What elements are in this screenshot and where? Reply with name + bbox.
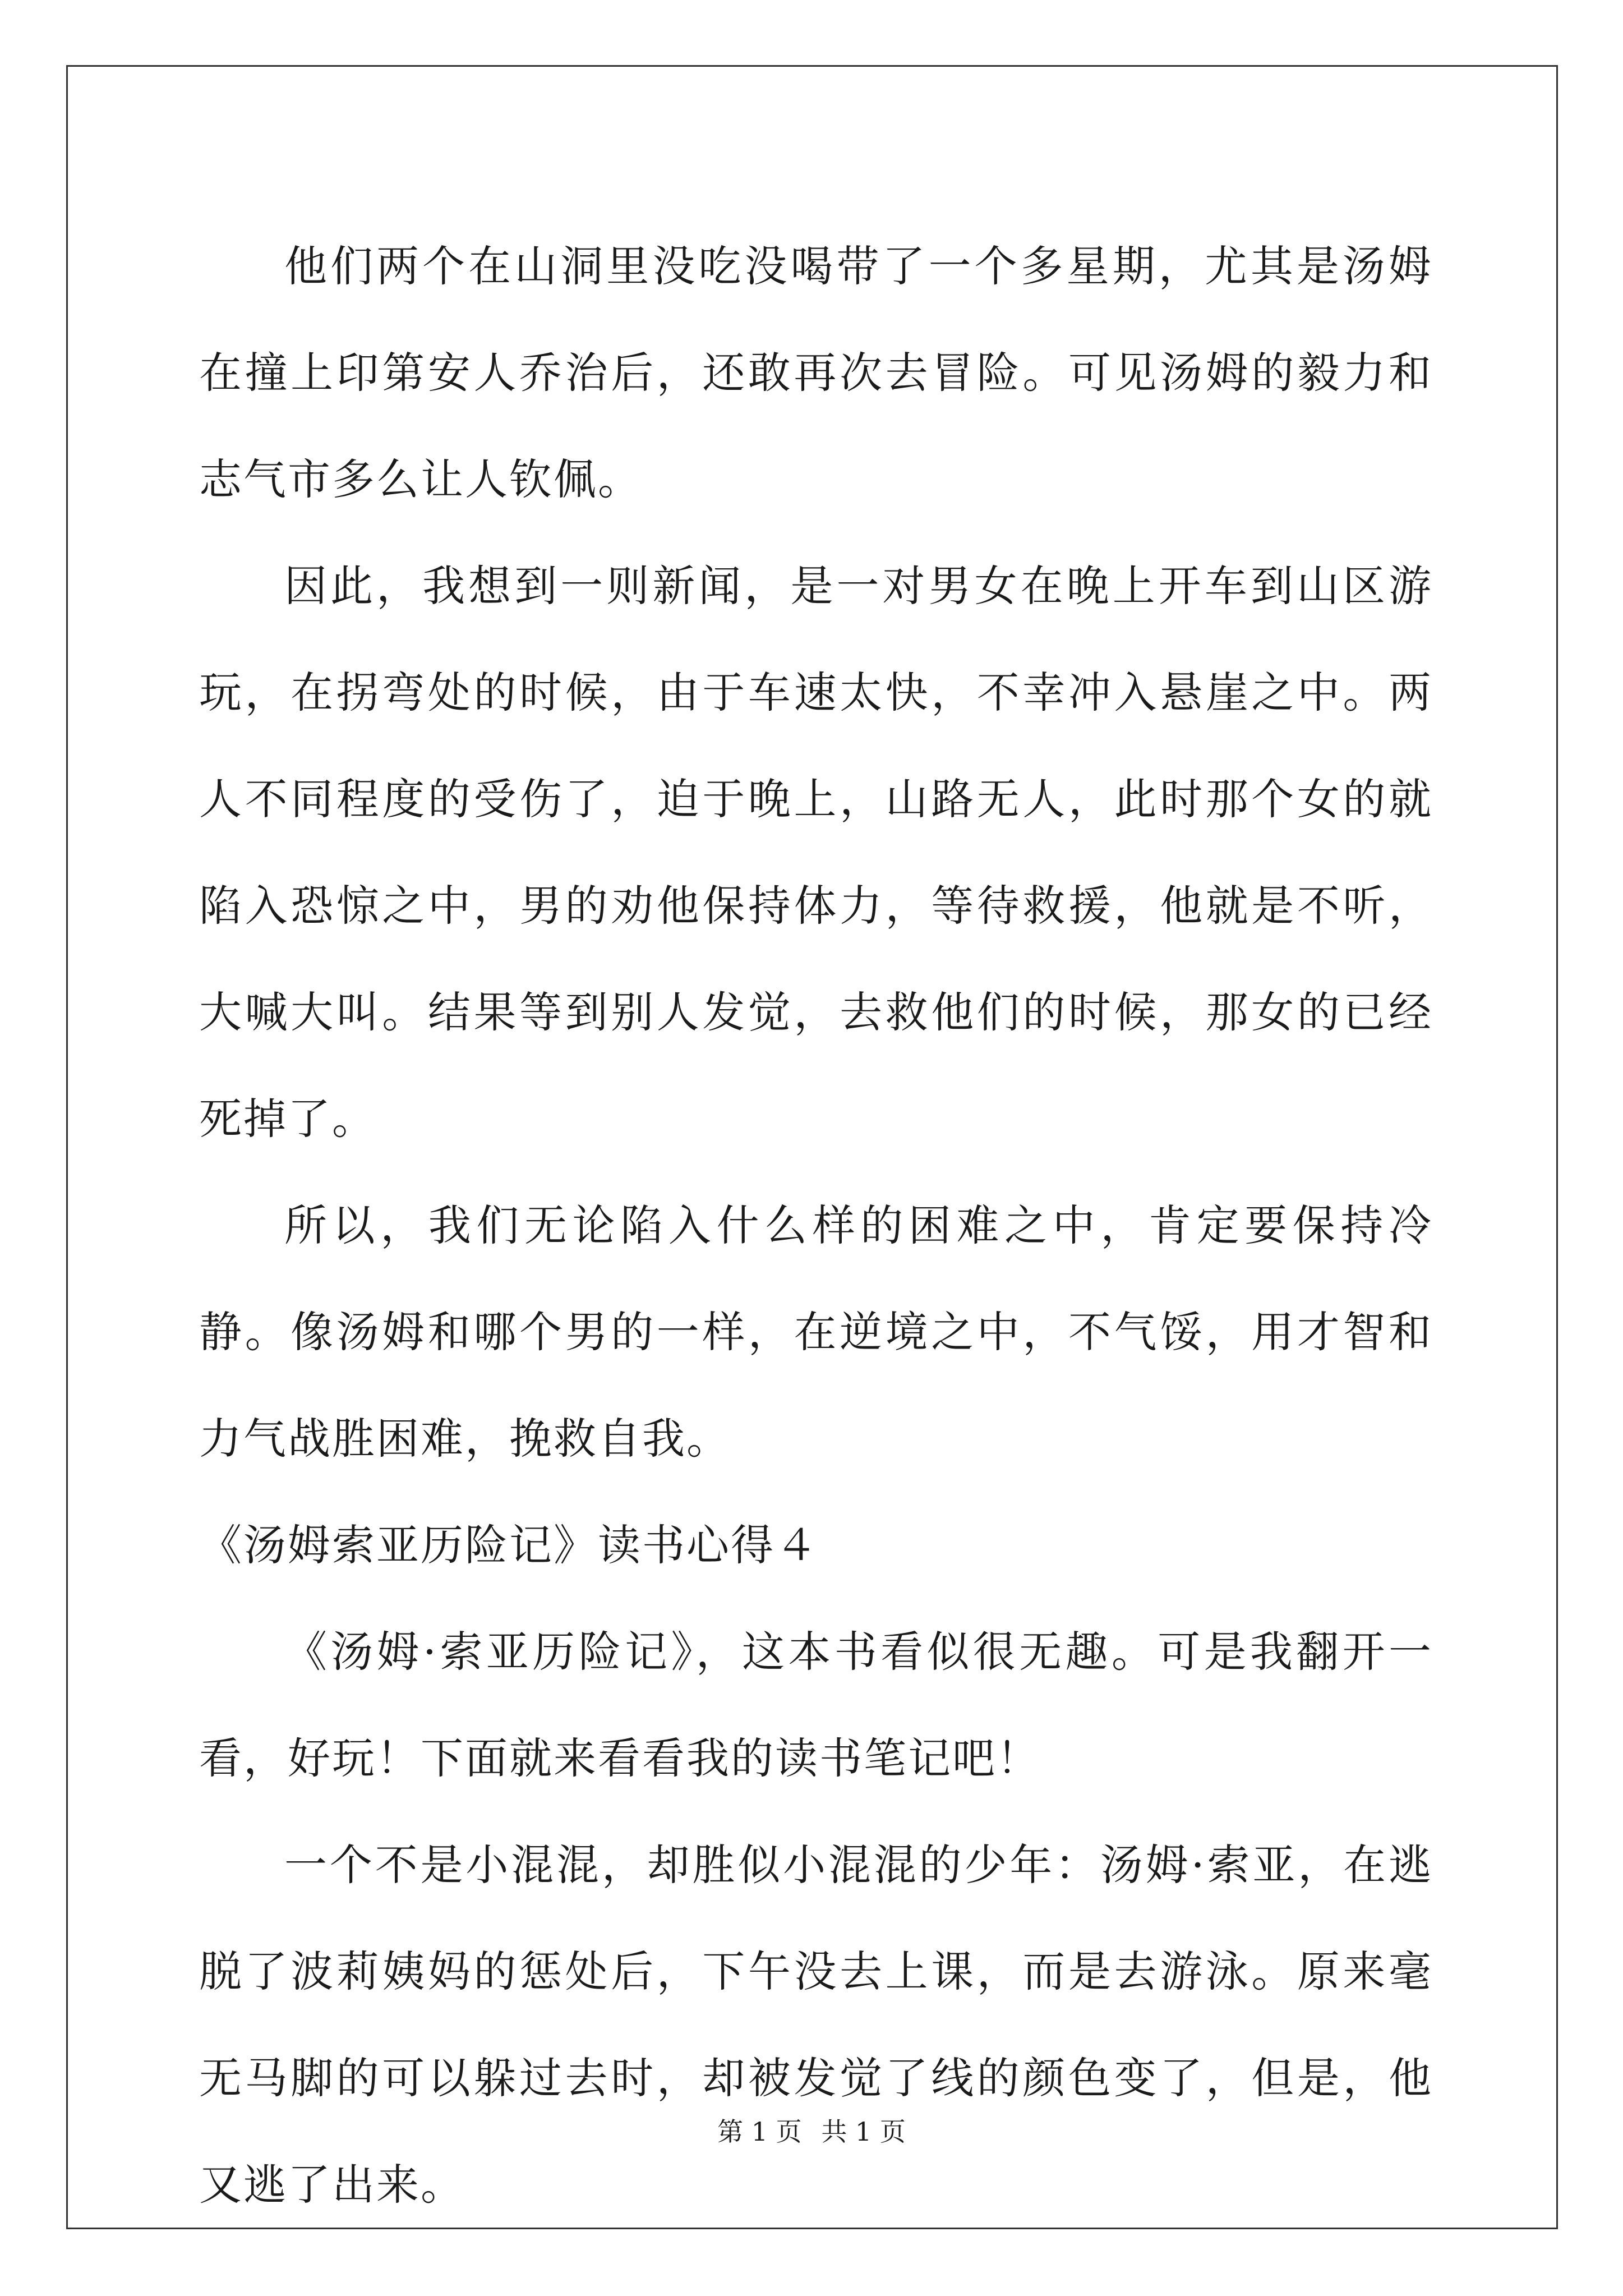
paragraph: 他们两个在山洞里没吃没喝带了一个多星期，尤其是汤姆在撞上印第安人乔治后，还敢再次去冒险。可见汤姆的毅力和志气市多么让人钦佩。	[199, 241, 1433, 504]
section-title: 《汤姆索亚历险记》读书心得４	[199, 1520, 819, 1570]
page-total: 共 1 页	[821, 2116, 906, 2147]
page-footer	[0, 2115, 1623, 2148]
document-body	[199, 213, 1433, 2238]
paragraph: 一个不是小混混，却胜似小混混的少年：汤姆·索亚，在逃脱了波莉姨妈的惩处后，下午没去上课，而是去游泳。原来毫无马脚的可以躲过去时，却被发觉了线的颜色变了，但是，他又逃了出来。	[199, 1840, 1433, 2210]
paragraph: 《汤姆·索亚历险记》，这本书看似很无趣。可是我翻开一看，好玩！下面就来看看我的读书笔记吧！	[199, 1627, 1433, 1783]
page-number: 第 1 页	[717, 2116, 802, 2147]
paragraph: 因此，我想到一则新闻，是一对男女在晚上开车到山区游玩，在拐弯处的时候，由于车速太快，不幸冲入悬崖之中。两人不同程度的受伤了，迫于晚上，山路无人，此时那个女的就陷入恐惊之中，男的劝他保持体力，等待救援，他就是不听，大喊大叫。结果等到别人发觉，去救他们的时候，那女的已经死掉了。	[199, 561, 1433, 1144]
paragraph: 所以，我们无论陷入什么样的困难之中，肯定要保持冷静。像汤姆和哪个男的一样，在逆境之中，不气馁，用才智和力气战胜困难，挽救自我。	[199, 1200, 1433, 1464]
